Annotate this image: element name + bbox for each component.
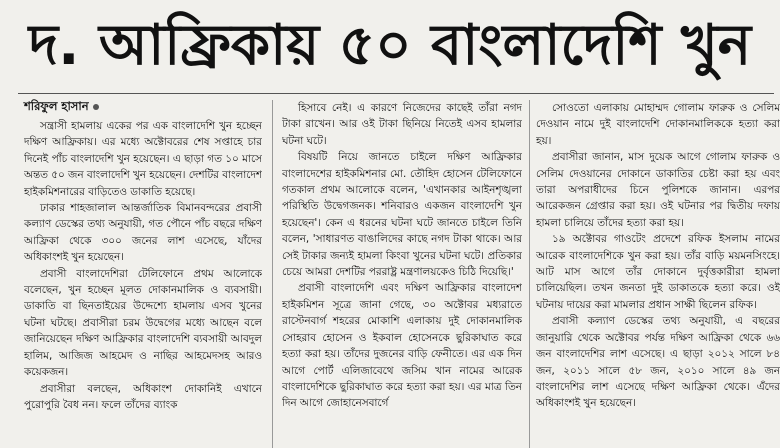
paragraph: হিসাবে নেই। এ কারণে নিজেদের কাছেই তাঁরা নগদ টাকা রাখেন। আর ওই টাকা ছিনিয়ে নিতেই এসব হামলার ঘটনা ঘটে।: [282, 102, 522, 147]
paragraph: সোওতো এলাকায় মোহাম্মদ গোলাম ফারুক ও সেলিম দেওয়ান নামে দুই বাংলাদেশি দোকানমালিককে হত্যা করা হয়।: [536, 102, 780, 147]
paragraph: বিষয়টি নিয়ে জানতে চাইলে দক্ষিণ আফ্রিকার বাংলাদেশের হাইকমিশনার মো. তৌহিদ হোসেন টেলিফোনে গতকাল প্রথম আলোকে বলেন, 'এখানকার আইনশৃঙ্খলা পরিস্থিতি উদ্বেগজনক। শনিবারও একজন বাংলাদেশি খুন হয়েছেন'। কেন এ ধরনের ঘটনা ঘটে জানতে চাইলে তিনি বলেন, 'সাধারণত বাঙালিদের কাছে নগদ টাকা থাকে। আর সেই টাকার জন্যই হামলা কিংবা খুনের ঘটনা ঘটে। প্রতিকার চেয়ে আমরা দেশটির পররাষ্ট্র মন্ত্রণালয়কেও চিঠি দিয়েছি।': [282, 151, 522, 279]
byline-dot-icon: [93, 104, 99, 110]
column-divider: [529, 100, 530, 448]
paragraph: সন্ত্রাসী হামলায় একের পর এক বাংলাদেশি খুন হচ্ছেন দক্ষিণ আফ্রিকায়। এর মধ্যে অক্টোবরের শেষ সপ্তাহে চার দিনেই পাঁচ বাংলাদেশি খুন হয়েছেন। এ ছাড়া গত ১০ মাসে অন্তত ৫০ জন বাংলাদেশি খুন হয়েছেন। দেশটির বাংলাদেশ হাইকমিশনারের বাড়িতেও ডাকাতি হয়েছে।: [24, 120, 262, 198]
paragraph: প্রবাসী কল্যাণ ডেস্কের তথ্য অনুযায়ী, এ বছরের জানুয়ারি থেকে অক্টোবর পর্যন্ত দক্ষিণ আফ্রিকা থেকে ৬৬ জন বাংলাদেশির লাশ এসেছে। এ ছাড়া ২০১২ সালে ৮৪ জন, ২০১১ সালে ৫৮ জন, ২০১০ সালে ৪৯ জন বাংলাদেশির লাশ এসেছে দক্ষিণ আফ্রিকা থেকে। এঁদের অধিকাংশই খুন হয়েছেন।: [536, 315, 780, 410]
article-column-3: [536, 100, 780, 448]
headline-rule: [18, 93, 774, 94]
paragraph: প্রবাসী বাংলাদেশি এবং দক্ষিণ আফ্রিকার বাংলাদেশ হাইকমিশন সূত্রে জানা গেছে, ৩০ অক্টোবর মধ্যরাতে রাস্টেনবার্গ শহরের মোকাশি এলাকায় দুই দোকানমালিক সোহরাব হোসেন ও ইকবাল হোসেনকে ছুরিকাঘাত করে হত্যা করা হয়। তাঁদের দুজনের বাড়ি ফেনীতে। এর এক দিন আগে পোর্ট এলিজাবেথে জসিম খান নামের আরেক বাংলাদেশিকে ছুরিকাঘাত করে হত্যা করা হয়। এর মাত্র তিন দিন আগে জোহানেসবার্গে: [282, 282, 522, 410]
article-column-2: [282, 100, 522, 448]
headline: দ. আফ্রিকায় ৫০ বাংলাদেশি খুন: [28, 13, 752, 78]
column-divider: [272, 100, 273, 448]
byline-author: শরিফুল হাসান: [24, 99, 89, 113]
paragraph: প্রবাসীরা বলছেন, অধিকাংশ দোকানিই এখানে পুরোপুরি বৈধ নন। ফলে তাঁদের ব্যাংক: [24, 382, 262, 411]
article-column-1: [24, 118, 262, 448]
paragraph: প্রবাসীরা জানান, মাস দুয়েক আগে গোলাম ফারুক ও সেলিম দেওয়ানের দোকানে ডাকাতির চেষ্টা করা হয় এবং তারা অপরাধীদের চিনে পুলিশকে জানান। এরপর আরেকজন গ্রেপ্তার করা হয়। ওই ঘটনার পর দ্বিতীয় দফায় হামলা চালিয়ে তাঁদের হত্যা করা হয়।: [536, 151, 780, 229]
paragraph: ঢাকার শাহজালাল আন্তর্জাতিক বিমানবন্দরের প্রবাসী কল্যাণ ডেস্কের তথ্য অনুযায়ী, গত পৌনে পাঁচ বছরে দক্ষিণ আফ্রিকা থেকে ৩০০ জনের লাশ এসেছে, যাঁদের অধিকাংশই খুন হয়েছেন।: [24, 202, 262, 264]
byline: [24, 98, 202, 114]
paragraph: প্রবাসী বাংলাদেশিরা টেলিফোনে প্রথম আলোকে বলেছেন, খুন হচ্ছেন মূলত দোকানমালিক ও ব্যবসায়ী। ডাকাতি বা ছিনতাইয়ের উদ্দেশ্যে হামলায় এসব খুনের ঘটনা ঘটছে। প্রবাসীরা চরম উদ্বেগের মধ্যে আছেন বলে জানিয়েছেন দক্ষিণ আফ্রিকার বাংলাদেশি ব্যবসায়ী আবদুল হালিম, আজিজ আহমেদ ও নাছির আহমেদসহ আরও কয়েকজন।: [24, 267, 262, 379]
paragraph: ১৯ অক্টোবর গাওটেং প্রদেশে রফিক ইসলাম নামের আরেক বাংলাদেশিকে খুন করা হয়। তাঁর বাড়ি ময়মনসিংহে। আট মাস আগে তাঁর দোকানে দুর্বৃত্তকারীরা হামলা চালিয়েছিল। তখন জনতা দুই ডাকাতকে হত্যা করে। ওই ঘটনায় দায়ের করা মামলার প্রধান সাক্ষী ছিলেন রফিক।: [536, 233, 780, 311]
